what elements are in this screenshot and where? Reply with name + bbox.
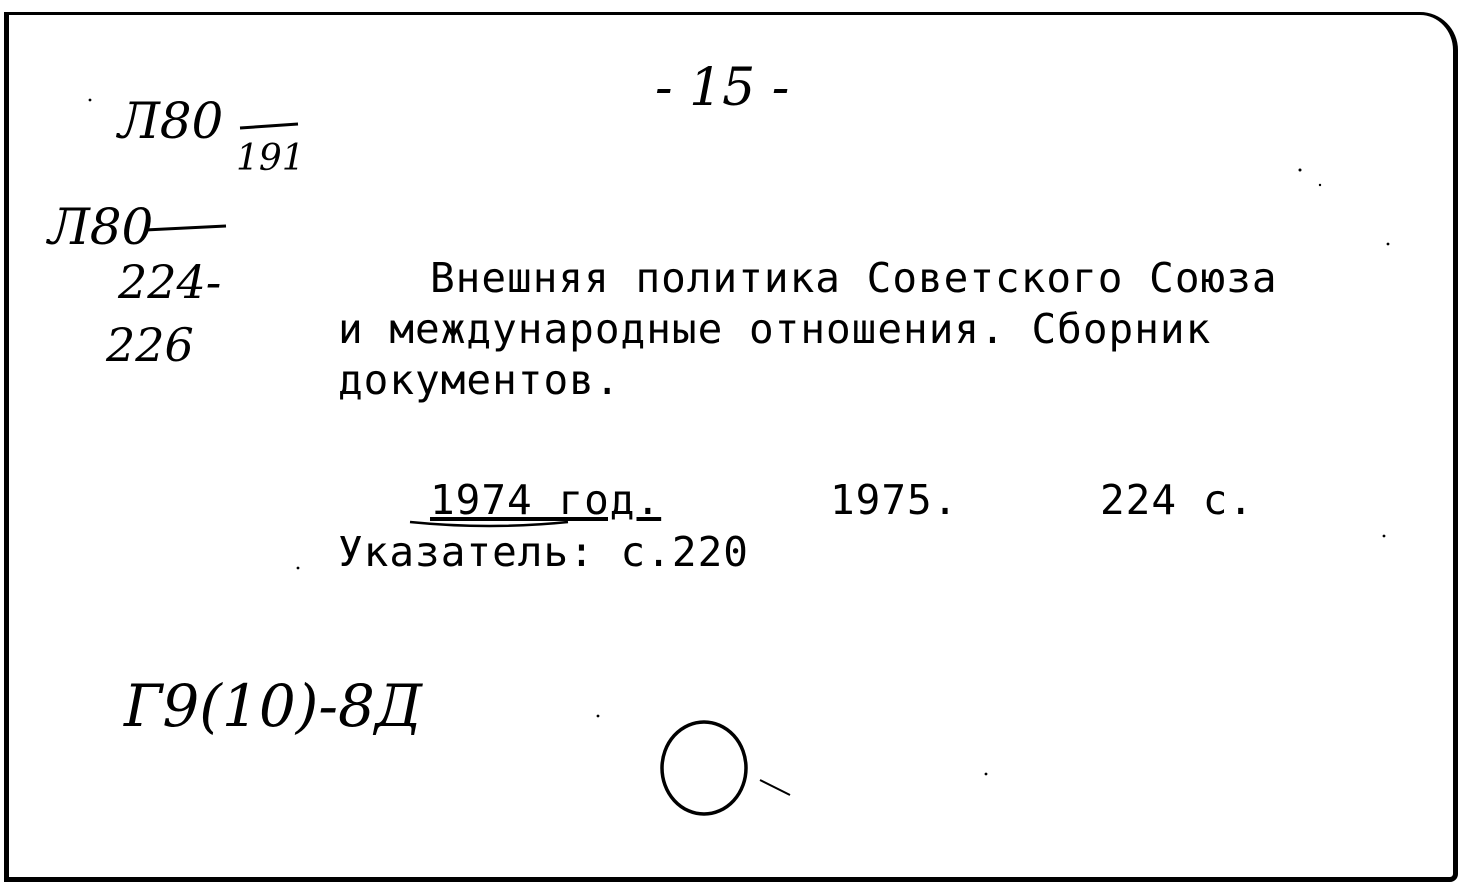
speck bbox=[985, 773, 988, 776]
publication-year: 1975. bbox=[830, 476, 959, 524]
shelf-mark-1: Л80 bbox=[118, 92, 224, 150]
index-note: Указатель: с.220 bbox=[338, 528, 749, 576]
punch-hole bbox=[662, 722, 746, 814]
shelf-mark-2: Л80 bbox=[48, 198, 154, 256]
page-count: 224 с. bbox=[1100, 476, 1255, 524]
punch-hole-mark bbox=[760, 780, 790, 795]
shelf-mark-1-sub: 191 bbox=[236, 138, 305, 179]
year-underline bbox=[410, 522, 568, 526]
year: 1974 год. bbox=[430, 476, 662, 524]
classification-code: Г9(10)-8Д bbox=[124, 672, 423, 740]
shelf-mark-4: 226 bbox=[106, 318, 194, 372]
speck bbox=[1383, 535, 1386, 538]
shelf-mark-overline bbox=[240, 124, 298, 128]
speck bbox=[597, 715, 600, 718]
title-line-3: документов. bbox=[338, 356, 621, 404]
speck bbox=[89, 99, 92, 102]
speck bbox=[1299, 169, 1302, 172]
speck bbox=[1319, 184, 1321, 186]
speck bbox=[1387, 243, 1390, 246]
speck bbox=[297, 567, 300, 570]
page-number: - 15 - bbox=[655, 58, 790, 118]
shelf-mark-3: 224- bbox=[118, 255, 222, 309]
title-line-2: и международные отношения. Сборник bbox=[338, 305, 1212, 353]
title-line-1: Внешняя политика Советского Союза bbox=[430, 254, 1278, 302]
shelf-mark-dash bbox=[145, 226, 226, 230]
